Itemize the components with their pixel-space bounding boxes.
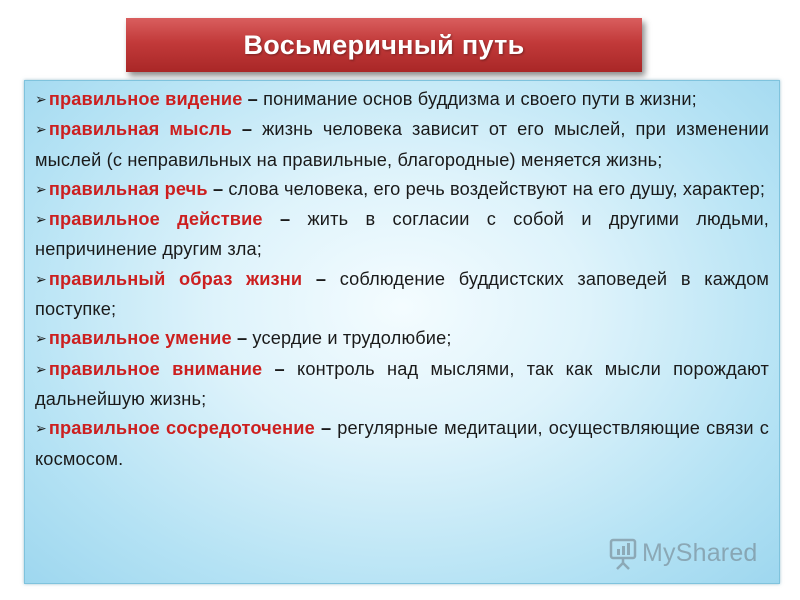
item-text: жизнь человека зависит от его мыслей, при изменении мыслей (с неправильных на правильные, благородные) меняется жизнь; xyxy=(35,119,770,170)
item-term: правильное внимание xyxy=(48,358,263,379)
item-term: правильное действие xyxy=(48,209,263,230)
item-term: правильный образ жизни xyxy=(48,268,303,289)
item-term: правильное видение xyxy=(48,89,243,109)
arrow-bullet-icon: ➢ xyxy=(35,270,47,287)
item-term: правильное умение xyxy=(48,328,232,349)
item-text: слова человека, его речь воздействуют на его душу, характер; xyxy=(228,178,766,199)
list-item xyxy=(35,115,769,175)
list-item xyxy=(35,414,769,474)
list-item xyxy=(35,324,769,354)
list-item xyxy=(35,175,769,205)
item-text: понимание основ буддизма и своего пути в жизни; xyxy=(263,89,697,109)
title-banner xyxy=(126,18,642,72)
arrow-bullet-icon: ➢ xyxy=(35,330,47,347)
arrow-bullet-icon: ➢ xyxy=(35,420,47,437)
list-item xyxy=(35,205,769,265)
item-text: регулярные медитации, осуществляющие связи с космосом. xyxy=(35,418,770,469)
watermark xyxy=(608,536,758,570)
item-text: усердие и трудолюбие; xyxy=(252,328,452,349)
list-item xyxy=(35,265,769,325)
arrow-bullet-icon: ➢ xyxy=(35,121,47,138)
list-item xyxy=(35,355,769,415)
item-dash: – xyxy=(241,119,253,140)
item-dash: – xyxy=(320,418,332,439)
arrow-bullet-icon: ➢ xyxy=(35,180,47,197)
item-text: жить в согласии с собой и другими людьми, непричинение другим зла; xyxy=(35,209,769,260)
item-dash: – xyxy=(236,328,248,349)
item-term: правильная речь xyxy=(48,178,208,199)
watermark-text: MyShared xyxy=(642,538,758,567)
item-term: правильное сосредоточение xyxy=(48,418,315,439)
item-dash: – xyxy=(274,358,285,379)
path-list xyxy=(35,85,769,474)
item-text: соблюдение буддистских заповедей в каждом поступке; xyxy=(35,268,770,320)
item-dash: – xyxy=(315,268,327,289)
arrow-bullet-icon: ➢ xyxy=(35,91,47,107)
item-dash: – xyxy=(247,89,258,109)
content-panel xyxy=(24,80,780,584)
presentation-board-icon xyxy=(608,536,638,570)
arrow-bullet-icon: ➢ xyxy=(35,360,47,377)
list-item xyxy=(35,85,769,115)
page-title: Восьмеричный путь xyxy=(243,29,525,60)
item-dash: – xyxy=(212,178,224,199)
item-text: контроль над мыслями, так как мысли порождают дальнейшую жизнь; xyxy=(35,358,769,409)
arrow-bullet-icon: ➢ xyxy=(35,211,47,228)
item-dash: – xyxy=(279,209,291,230)
item-term: правильная мысль xyxy=(48,119,232,140)
